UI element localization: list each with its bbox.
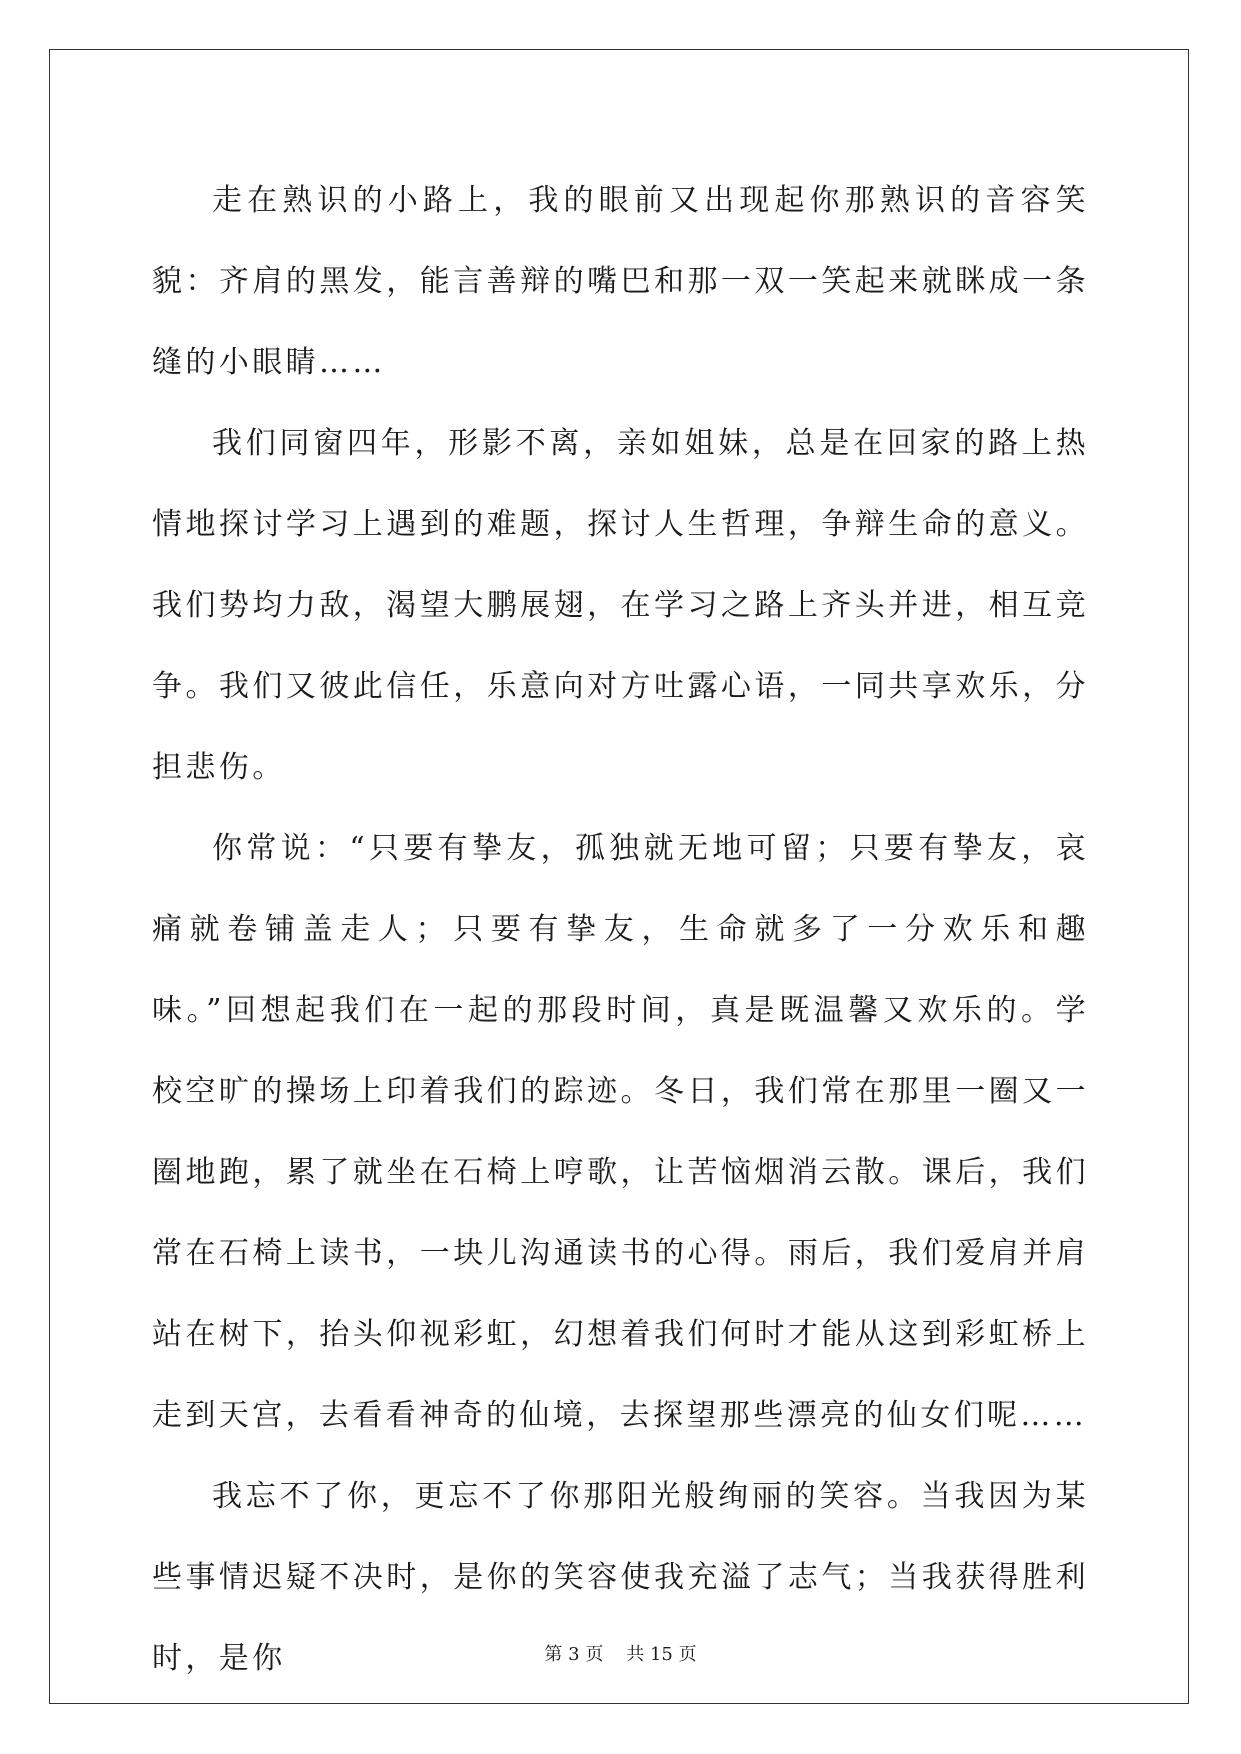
- page-total: 共 15 页: [626, 1644, 697, 1665]
- page-number: 第 3 页: [544, 1644, 604, 1665]
- page-footer: [0, 1640, 1241, 1666]
- paragraph: 你常说：“只要有挚友，孤独就无地可留；只要有挚友，哀痛就卷铺盖走人；只要有挚友，生命就多了一分欢乐和趣味。”回想起我们在一起的那段时间，真是既温馨又欢乐的。学校空旷的操场上印着我们的踪迹。冬日，我们常在那里一圈又一圈地跑，累了就坐在石椅上哼歌，让苦恼烟消云散。课后，我们常在石椅上读书，一块儿沟通读书的心得。雨后，我们爱肩并肩站在树下，抬头仰视彩虹，幻想着我们何时才能从这到彩虹桥上走到天宫，去看看神奇的仙境，去探望那些漂亮的仙女们呢……: [152, 831, 1089, 1433]
- paragraph: 我忘不了你，更忘不了你那阳光般绚丽的笑容。当我因为某些事情迟疑不决时，是你的笑容使我充溢了志气；当我获得胜利时，是你: [152, 1479, 1089, 1676]
- document-body: [152, 160, 1089, 1699]
- footer-spacer: [603, 1644, 626, 1665]
- paragraph: 我们同窗四年，形影不离，亲如姐妹，总是在回家的路上热情地探讨学习上遇到的难题，探讨人生哲理，争辩生命的意义。我们势均力敌，渴望大鹏展翅，在学习之路上齐头并进，相互竞争。我们又彼此信任，乐意向对方吐露心语，一同共享欢乐，分担悲伤。: [152, 426, 1089, 785]
- paragraph: 走在熟识的小路上，我的眼前又出现起你那熟识的音容笑貌：齐肩的黑发，能言善辩的嘴巴和那一双一笑起来就眯成一条缝的小眼睛……: [152, 183, 1089, 380]
